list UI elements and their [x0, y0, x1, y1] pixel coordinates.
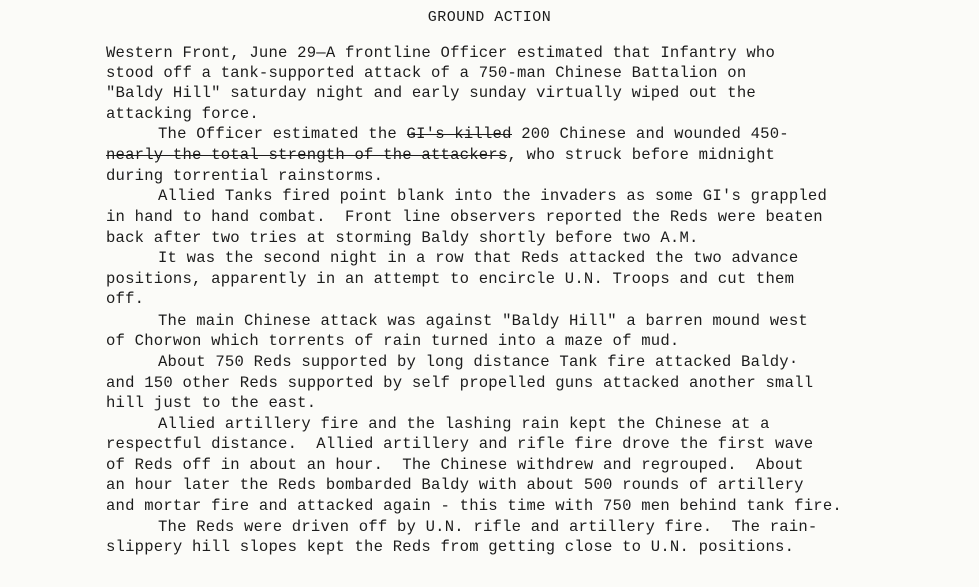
text-line: stood off a tank-supported attack of a 750-man Chinese Battalion on: [106, 64, 747, 82]
text-line: The Reds were driven off by U.N. rifle and artillery fire. The rain-: [158, 518, 818, 536]
line-text-before-strike: The Officer estimated the: [158, 125, 407, 143]
text-line: and mortar fire and attacked again - this time with 750 men behind tank fire.: [106, 497, 842, 515]
text-line: an hour later the Reds bombarded Baldy with about 500 rounds of artillery: [106, 476, 804, 494]
text-line: and 150 other Reds supported by self propelled guns attacked another small: [106, 374, 814, 392]
line-text-after-strike: 200 Chinese and wounded 450-: [511, 125, 789, 143]
text-line: "Baldy Hill" saturday night and early sunday virtually wiped out the: [106, 84, 756, 102]
text-line: Allied Tanks fired point blank into the invaders as some GI's grappled: [158, 187, 828, 205]
text-line: back after two tries at storming Baldy shortly before two A.M.: [106, 229, 699, 247]
text-line: attacking force.: [106, 105, 259, 123]
text-line-with-strikeout: [158, 124, 789, 144]
text-line: in hand to hand combat. Front line observers reported the Reds were beaten: [106, 208, 823, 226]
text-line: Allied artillery fire and the lashing rain kept the Chinese at a: [158, 415, 770, 433]
text-line: of Chorwon which torrents of rain turned into a maze of mud.: [106, 332, 680, 350]
text-line: The main Chinese attack was against "Baldy Hill" a barren mound west: [158, 312, 808, 330]
text-line-with-strikeout: [106, 145, 775, 165]
text-line: slippery hill slopes kept the Reds from getting close to U.N. positions.: [106, 538, 795, 556]
text-line: hill just to the east.: [106, 394, 317, 412]
text-line: off.: [106, 290, 145, 308]
text-line: of Reds off in about an hour. The Chinese withdrew and regrouped. About: [106, 456, 804, 474]
text-line: Western Front, June 29—A frontline Officer estimated that Infantry who: [106, 44, 776, 62]
text-line: during torrential rainstorms.: [106, 167, 384, 185]
struck-out-text: GI's killed: [406, 125, 512, 143]
struck-out-text: nearly the total strength of the attackers: [106, 146, 508, 164]
text-line: respectful distance. Allied artillery and rifle fire drove the first wave: [106, 435, 814, 453]
document-title: GROUND ACTION: [427, 9, 552, 26]
text-line: About 750 Reds supported by long distance Tank fire attacked Baldy·: [158, 353, 799, 371]
text-line: positions, apparently in an attempt to encircle U.N. Troops and cut them: [106, 270, 795, 288]
text-line: It was the second night in a row that Reds attacked the two advance: [158, 249, 799, 267]
line-text-after-strike: , who struck before midnight: [507, 146, 776, 164]
